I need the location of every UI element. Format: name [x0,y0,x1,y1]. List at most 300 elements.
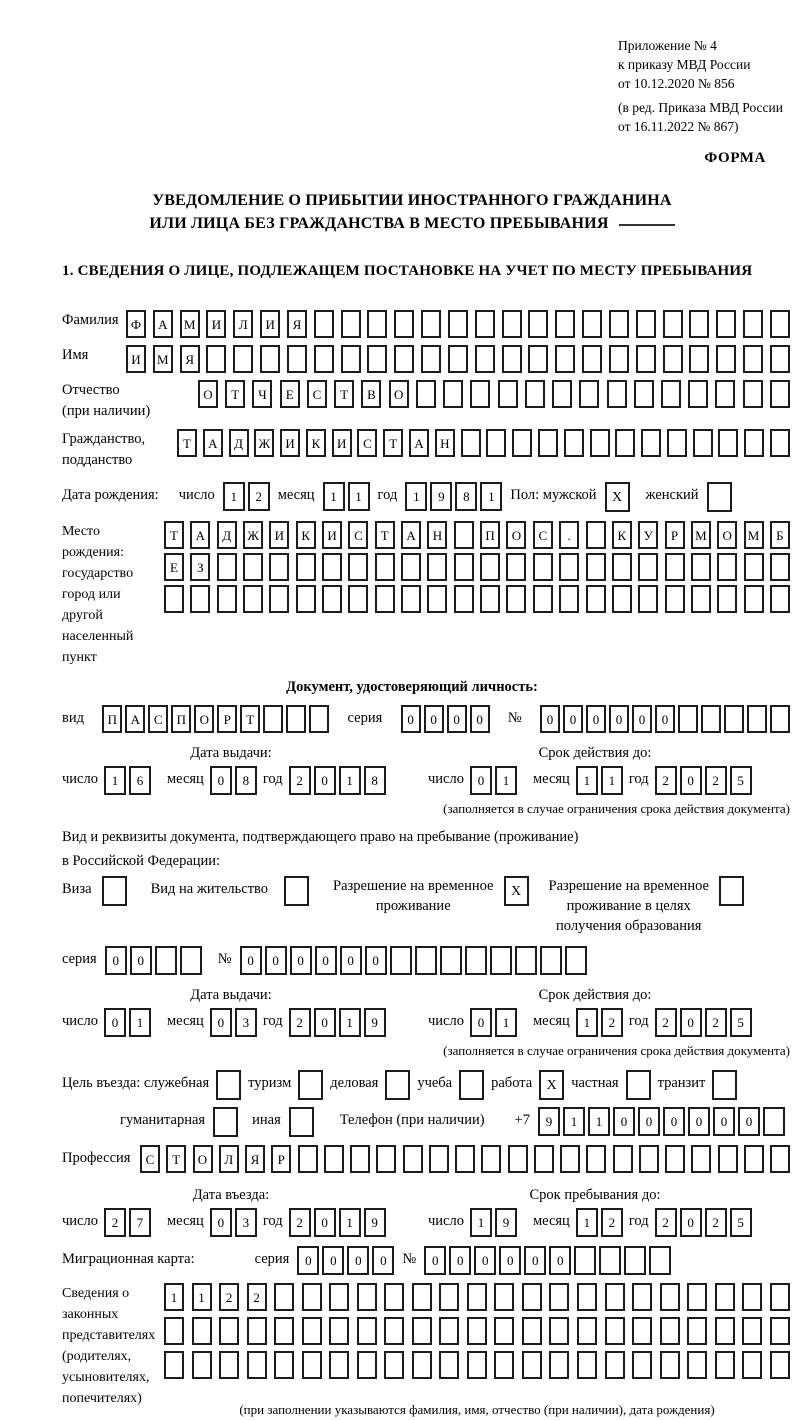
form-cell: А [203,429,223,457]
form-cell [641,429,661,457]
form-cell: Л [233,310,253,338]
birth-place-label-line: город или другой [62,587,121,623]
form-cell [549,1283,569,1311]
form-cell [691,1145,711,1173]
form-cell [560,1145,580,1173]
form-cell [717,585,737,613]
form-cell [329,1351,349,1379]
purpose-official-checkbox [216,1070,241,1100]
form-cell [329,1317,349,1345]
form-cell: О [506,521,526,549]
form-cell: 6 [129,766,151,795]
form-cell [586,1145,606,1173]
birth-day-cells [223,482,270,511]
form-cell: Т [383,429,403,457]
form-cell: А [153,310,173,338]
form-cell [412,1283,432,1311]
form-cell [626,1070,651,1100]
form-cell [192,1351,212,1379]
form-cell: 0 [663,1107,685,1136]
purpose-study-checkbox [459,1070,484,1100]
stay-day [470,1208,517,1237]
form-cell [440,946,462,975]
form-cell [715,1317,735,1345]
form-cell: 1 [339,766,361,795]
form-cell [302,1317,322,1345]
form-cell: П [102,705,122,733]
revision-line: от 16.11.2022 № 867) [618,119,739,134]
form-cell [770,429,790,457]
form-cell: О [194,705,214,733]
form-cell [744,1145,764,1173]
form-cell: 2 [248,482,270,511]
form-cell: 0 [130,946,152,975]
month-label: месяц [532,1013,570,1029]
year-label: год [262,1013,283,1029]
residence-issue-year [289,1008,386,1037]
form-cell: 0 [713,1107,735,1136]
form-cell: Н [435,429,455,457]
form-cell [415,946,437,975]
form-cell: 2 [705,1008,727,1037]
form-cell [385,1070,410,1100]
representatives-note: (при заполнении указываются фамилия, имя, отчество (при наличии), дата рождения) [239,1402,715,1417]
profession-cells [140,1145,790,1173]
form-cell [427,585,447,613]
form-cell [394,310,414,338]
form-cell [555,345,575,373]
form-cell [274,1283,294,1311]
migration-card-label: Миграционная карта: [62,1251,195,1267]
form-cell: П [480,521,500,549]
form-cell [350,1145,370,1173]
residence-series-row [62,946,790,975]
identity-expiry-date [400,766,790,795]
purpose-work-checkbox [539,1070,564,1100]
year-label: год [628,1013,649,1029]
form-cell: Р [271,1145,291,1173]
form-cell [586,585,606,613]
form-cell: 2 [289,1008,311,1037]
visit-purpose-row [62,1070,790,1100]
form-cell [522,1317,542,1345]
day-label: число [62,771,98,787]
given-name-label: Имя [62,347,89,363]
form-cell [454,585,474,613]
form-cell [564,429,584,457]
form-cell [439,1317,459,1345]
form-cell [552,380,572,408]
form-cell: 8 [455,482,477,511]
form-cell [636,310,656,338]
representatives-label-line: представителях [62,1328,156,1343]
identity-issue-day [104,766,151,795]
form-cell [384,1351,404,1379]
form-cell: 0 [540,705,560,733]
form-cell [274,1317,294,1345]
form-cell: С [140,1145,160,1173]
purpose-transit-checkbox [712,1070,737,1100]
form-cell [357,1351,377,1379]
form-cell [605,1351,625,1379]
form-cell [475,345,495,373]
birth-place-label-line: Место рождения: [62,524,124,560]
form-cell [665,553,685,581]
migration-series-cells [297,1246,394,1275]
patronymic-label [62,380,198,422]
residence-expiry-month [576,1008,623,1037]
day-label: число [62,1013,98,1029]
birth-place-cells-row2 [164,553,790,581]
form-cell [574,1246,596,1275]
identity-issue-date [62,766,400,795]
form-cell: О [198,380,218,408]
form-cell: Т [164,521,184,549]
form-cell: О [389,380,409,408]
day-label: число [62,1213,98,1229]
form-cell [384,1317,404,1345]
form-cell [582,345,602,373]
form-cell: Ж [243,521,263,549]
form-cell [461,429,481,457]
surname-row [62,310,790,338]
form-cell: 1 [588,1107,610,1136]
form-cell: 2 [104,1208,126,1237]
form-cell [660,1283,680,1311]
form-cell: С [348,521,368,549]
form-cell: 3 [235,1208,257,1237]
form-cell: Е [164,553,184,581]
purpose-private-checkbox [626,1070,651,1100]
form-cell: Н [427,521,447,549]
purpose-work-label: работа [491,1075,533,1091]
given-name-row [62,345,790,373]
form-cell [639,1145,659,1173]
form-cell [375,553,395,581]
form-cell: 0 [680,766,702,795]
form-cell: 1 [601,766,623,795]
form-cell [678,705,698,733]
form-cell [341,345,361,373]
entry-dates-row [62,1208,790,1237]
month-label: месяц [166,771,204,787]
representatives-label-line: законных [62,1307,119,1322]
form-cell [217,585,237,613]
annex-line: от 10.12.2020 № 856 [618,76,735,91]
form-cell [701,705,721,733]
form-cell: М [153,345,173,373]
form-cell [715,380,735,408]
migration-series-label: серия [254,1251,290,1267]
residence-expiry-heading: Срок действия до: [538,987,652,1003]
form-cell: 9 [495,1208,517,1237]
form-cell: 0 [365,946,387,975]
representatives-cells-row2 [164,1317,790,1345]
form-cell [770,380,790,408]
form-cell [180,946,202,975]
form-cell [693,429,713,457]
form-cell [770,345,790,373]
residence-number-label: № [217,951,232,967]
form-cell [689,310,709,338]
form-cell: 0 [470,705,490,733]
form-cell: 0 [447,705,467,733]
form-cell: X [605,482,630,512]
sex-male-label: Пол: мужской [510,487,597,503]
form-cell [190,585,210,613]
residence-permit-label: Вид на жительство [150,881,269,897]
form-cell: М [180,310,200,338]
form-cell [624,1246,646,1275]
form-cell [502,310,522,338]
form-cell: Т [375,521,395,549]
form-cell [263,705,283,733]
form-cell: С [148,705,168,733]
form-cell [448,310,468,338]
form-cell [367,345,387,373]
form-cell [219,1351,239,1379]
form-cell: 1 [470,1208,492,1237]
annex-line: к приказу МВД России [618,57,751,72]
form-cell [712,1070,737,1100]
form-cell [770,1283,790,1311]
patronymic-label-line: (при наличии) [62,403,151,419]
identity-kind-cells [102,705,329,733]
form-cell: 0 [586,705,606,733]
form-cell: 5 [730,1208,752,1237]
residence-issue-month [210,1008,257,1037]
form-cell [298,1145,318,1173]
form-cell: 0 [424,1246,446,1275]
form-cell [403,1145,423,1173]
form-cell: 1 [480,482,502,511]
form-cell [298,1070,323,1100]
form-cell [707,482,732,512]
form-cell [269,553,289,581]
identity-issue-year [289,766,386,795]
form-cell [599,1246,621,1275]
form-cell [687,1283,707,1311]
form-cell [429,1145,449,1173]
form-cell [716,310,736,338]
form-cell [287,345,307,373]
form-cell: 0 [105,946,127,975]
form-cell: 0 [297,1246,319,1275]
form-cell: X [504,876,529,906]
form-cell [609,345,629,373]
form-cell [341,310,361,338]
form-cell: 1 [164,1283,184,1311]
representatives-cells-row1 [164,1283,790,1311]
form-cell: 0 [322,1246,344,1275]
stay-until-date [400,1208,790,1237]
identity-kind-label: вид [62,710,84,726]
purpose-business-label: деловая [330,1075,379,1091]
identity-issue-heading: Дата выдачи: [190,745,272,761]
form-cell [467,1283,487,1311]
form-cell: Р [665,521,685,549]
form-cell: 1 [576,1008,598,1037]
form-cell [586,553,606,581]
form-cell [490,946,512,975]
form-cell [638,585,658,613]
form-cell [480,585,500,613]
residence-series-cells [105,946,202,975]
representatives-label-line: усыновителях, [62,1370,150,1385]
form-cell: 5 [730,1008,752,1037]
form-cell: 0 [265,946,287,975]
visit-purpose-label: Цель въезда: служебная [62,1075,210,1091]
form-cell [164,1351,184,1379]
form-cell [577,1317,597,1345]
residence-permit-checkbox [284,876,309,906]
form-cell [164,1317,184,1345]
form-cell [763,1107,785,1136]
purpose-phone-row [120,1107,790,1137]
form-cell [309,705,329,733]
form-cell: X [539,1070,564,1100]
form-cell [486,429,506,457]
surname-cells [126,310,790,338]
entry-month [210,1208,257,1237]
citizenship-row [62,429,790,471]
representatives-cells-row3 [164,1351,790,1379]
form-cell: 0 [104,1008,126,1037]
birth-year-cells [405,482,502,511]
form-cell: 0 [401,705,421,733]
form-cell [770,585,790,613]
month-label: месяц [532,1213,570,1229]
identity-doc-heading: Документ, удостоверяющий личность: [286,679,538,695]
form-cell: 0 [240,946,262,975]
temp-permit-edu-label-line: проживание в целях [566,898,691,914]
form-cell [660,1317,680,1345]
form-cell [247,1317,267,1345]
given-name-cells [126,345,790,373]
form-cell [401,553,421,581]
form-cell: 1 [405,482,427,511]
form-cell [533,553,553,581]
identity-doc-row [62,705,790,733]
form-cell [480,553,500,581]
year-label: год [377,487,398,503]
form-cell [522,1351,542,1379]
form-cell: А [190,521,210,549]
residence-doc-intro2: в Российской Федерации: [62,853,221,869]
form-cell [454,521,474,549]
form-cell [649,1246,671,1275]
form-cell [634,380,654,408]
form-cell [770,1145,790,1173]
form-cell: П [171,705,191,733]
representatives-label-line: Сведения о [62,1286,130,1301]
form-cell [494,1351,514,1379]
form-cell: И [269,521,289,549]
form-cell [743,380,763,408]
form-cell: 1 [576,766,598,795]
stay-until-heading: Срок пребывания до: [529,1187,661,1203]
identity-series-cells [401,705,490,733]
month-label: месяц [166,1013,204,1029]
residence-issue-heading: Дата выдачи: [190,987,272,1003]
form-cell [770,553,790,581]
month-label: месяц [166,1213,204,1229]
annex-block [618,36,790,136]
form-cell [314,310,334,338]
visa-label: Виза [62,881,92,897]
form-title-line2: ИЛИ ЛИЦА БЕЗ ГРАЖДАНСТВА В МЕСТО ПРЕБЫВАНИЯ [62,212,762,235]
form-cell [206,345,226,373]
form-cell [719,876,744,906]
form-cell [302,1351,322,1379]
section1-heading: 1. СВЕДЕНИЯ О ЛИЦЕ, ПОДЛЕЖАЩЕМ ПОСТАНОВКЕ НА УЧЕТ ПО МЕСТУ ПРЕБЫВАНИЯ [62,263,753,279]
identity-expiry-month [576,766,623,795]
form-cell [467,1351,487,1379]
purpose-humanitarian-label: гуманитарная [120,1112,206,1128]
entry-date [62,1208,400,1237]
purpose-tourism-label: туризм [248,1075,292,1091]
entry-date-headings [62,1177,790,1206]
form-cell [718,1145,738,1173]
form-cell [522,1283,542,1311]
purpose-business-checkbox [385,1070,410,1100]
sex-male-checkbox [605,482,630,512]
migration-number-cells [424,1246,671,1275]
form-cell [314,345,334,373]
form-cell [216,1070,241,1100]
form-cell [443,380,463,408]
form-cell [247,1351,267,1379]
form-cell [691,585,711,613]
form-cell: 1 [129,1008,151,1037]
form-cell [559,585,579,613]
form-cell [540,946,562,975]
form-cell [612,553,632,581]
form-label: ФОРМА [704,150,766,166]
identity-series-label: серия [347,710,383,726]
form-cell [770,310,790,338]
citizenship-label [62,429,177,471]
phone-label: Телефон (при наличии) [339,1112,485,1128]
form-cell: 0 [470,1008,492,1037]
form-cell: 0 [314,1208,336,1237]
migration-card-row [62,1246,790,1275]
form-cell [743,345,763,373]
form-cell: М [744,521,764,549]
form-cell [687,1351,707,1379]
form-cell: 0 [470,766,492,795]
form-cell [688,380,708,408]
profession-row [62,1145,790,1173]
residence-expiry-day [470,1008,517,1037]
form-cell [605,1283,625,1311]
form-cell [533,585,553,613]
form-cell: 1 [563,1107,585,1136]
form-cell: 0 [210,766,232,795]
temp-permit-label [333,876,493,916]
identity-number-label: № [507,710,522,726]
form-cell: 2 [289,1208,311,1237]
form-cell [512,429,532,457]
temp-permit-edu-checkbox [719,876,744,906]
residence-number-cells [240,946,587,975]
birth-place-label [62,521,164,668]
form-cell [744,553,764,581]
form-cell: 0 [372,1246,394,1275]
residence-series-label: серия [62,951,97,967]
residence-date-headings [62,977,790,1006]
form-cell [357,1317,377,1345]
